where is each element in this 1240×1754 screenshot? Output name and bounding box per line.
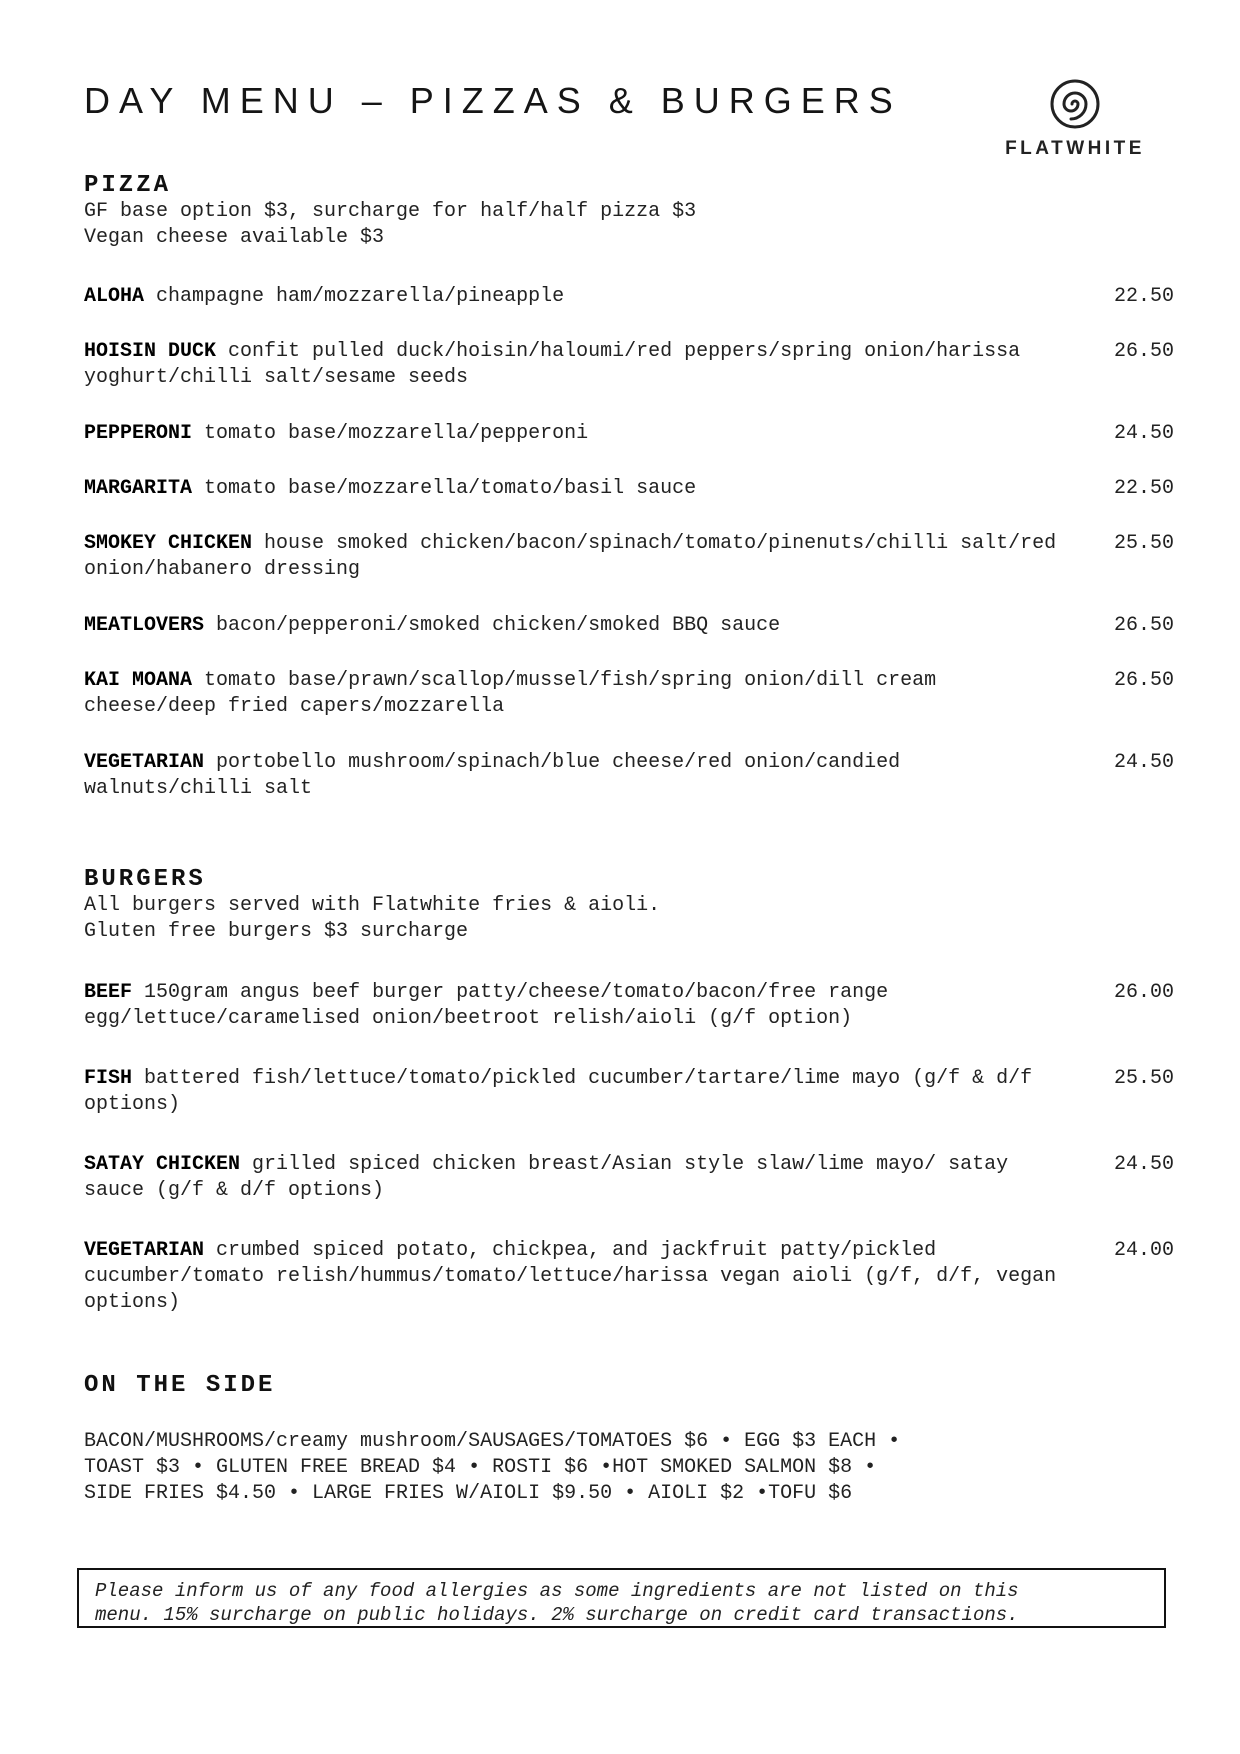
menu-item [84, 1238, 1174, 1316]
item-name: MEATLOVERS [84, 614, 205, 637]
sides-line: SIDE FRIES $4.50 • LARGE FRIES W/AIOLI $9.50 • AIOLI $2 •TOFU $6 [84, 1482, 853, 1505]
item-price: 24.50 [1113, 1153, 1174, 1176]
item-price: 22.50 [1113, 477, 1174, 500]
pizza-note: GF base option $3, surcharge for half/half pizza $3 [84, 200, 697, 223]
item-name: VEGETARIAN [84, 1239, 205, 1262]
menu-item [84, 668, 1174, 720]
item-desc: 150gram angus beef burger patty/cheese/tomato/bacon/free range egg/lettuce/caramelised onion/beetroot relish/aioli (g/f option) [84, 981, 889, 1030]
menu-item [84, 613, 1174, 639]
burgers-note: Gluten free burgers $3 surcharge [84, 920, 469, 943]
item-desc: tomato base/mozzarella/pepperoni [204, 422, 589, 445]
item-price: 26.50 [1113, 340, 1174, 363]
item-name: SATAY CHICKEN [84, 1153, 241, 1176]
spiral-icon [1049, 78, 1101, 130]
disclaimer-line: Please inform us of any food allergies as some ingredients are not listed on this [95, 1580, 1019, 1602]
item-desc: confit pulled duck/hoisin/haloumi/red peppers/spring onion/harissa yoghurt/chilli salt/sesame seeds [84, 340, 1021, 389]
item-price: 24.50 [1113, 422, 1174, 445]
brand-logo [980, 78, 1170, 160]
item-desc: bacon/pepperoni/smoked chicken/smoked BBQ sauce [216, 614, 781, 637]
item-name: PEPPERONI [84, 422, 193, 445]
item-price: 24.50 [1113, 751, 1174, 774]
item-desc: champagne ham/mozzarella/pineapple [156, 285, 565, 308]
menu-item [84, 284, 1174, 310]
item-price: 22.50 [1113, 285, 1174, 308]
allergy-disclaimer-box [77, 1568, 1166, 1628]
section-heading-pizza: PIZZA [84, 172, 172, 199]
logo-text: FLATWHITE [1005, 138, 1145, 159]
item-name: ALOHA [84, 285, 145, 308]
section-heading-sides: ON THE SIDE [84, 1372, 276, 1399]
item-name: SMOKEY CHICKEN [84, 532, 253, 555]
item-desc: tomato base/prawn/scallop/mussel/fish/spring onion/dill cream cheese/deep fried capers/mozzarella [84, 669, 937, 718]
item-name: FISH [84, 1067, 133, 1090]
item-price: 25.50 [1113, 1067, 1174, 1090]
pizza-section [84, 172, 1174, 812]
page-title: DAY MENU – PIZZAS & BURGERS [84, 80, 902, 121]
section-heading-burgers: BURGERS [84, 866, 206, 893]
menu-item [84, 339, 1174, 391]
burgers-note: All burgers served with Flatwhite fries & aioli. [84, 894, 661, 917]
menu-item [84, 1066, 1174, 1118]
item-desc: house smoked chicken/bacon/spinach/tomato/pinenuts/chilli salt/red onion/habanero dressing [84, 532, 1057, 581]
sides-line: TOAST $3 • GLUTEN FREE BREAD $4 • ROSTI $6 •HOT SMOKED SALMON $8 • [84, 1456, 877, 1479]
item-name: MARGARITA [84, 477, 193, 500]
sides-section [84, 1372, 1174, 1522]
pizza-note: Vegan cheese available $3 [84, 226, 385, 249]
menu-item [84, 1152, 1174, 1204]
menu-item [84, 980, 1174, 1032]
item-desc: battered fish/lettuce/tomato/pickled cucumber/tartare/lime mayo (g/f & d/f options) [84, 1067, 1033, 1116]
item-desc: tomato base/mozzarella/tomato/basil sauce [204, 477, 697, 500]
item-price: 26.50 [1113, 669, 1174, 692]
item-name: KAI MOANA [84, 669, 193, 692]
sides-line: BACON/MUSHROOMS/creamy mushroom/SAUSAGES/TOMATOES $6 • EGG $3 EACH • [84, 1430, 901, 1453]
item-price: 26.50 [1113, 614, 1174, 637]
menu-item [84, 531, 1174, 583]
disclaimer-line: menu. 15% surcharge on public holidays. 2% surcharge on credit card transactions. [95, 1604, 1019, 1626]
item-desc: portobello mushroom/spinach/blue cheese/red onion/candied walnuts/chilli salt [84, 751, 901, 800]
item-desc: crumbed spiced potato, chickpea, and jackfruit patty/pickled cucumber/tomato relish/hummus/tomato/lettuce/harissa vegan aioli (g/f, d/f, vegan options) [84, 1239, 1057, 1314]
burgers-section [84, 866, 1174, 1326]
item-price: 25.50 [1113, 532, 1174, 555]
item-name: VEGETARIAN [84, 751, 205, 774]
item-price: 24.00 [1113, 1239, 1174, 1262]
item-name: BEEF [84, 981, 133, 1004]
item-name: HOISIN DUCK [84, 340, 217, 363]
item-desc: grilled spiced chicken breast/Asian style slaw/lime mayo/ satay sauce (g/f & d/f options) [84, 1153, 1009, 1202]
menu-item [84, 421, 1174, 447]
menu-item [84, 750, 1174, 802]
menu-item [84, 476, 1174, 502]
item-price: 26.00 [1113, 981, 1174, 1004]
